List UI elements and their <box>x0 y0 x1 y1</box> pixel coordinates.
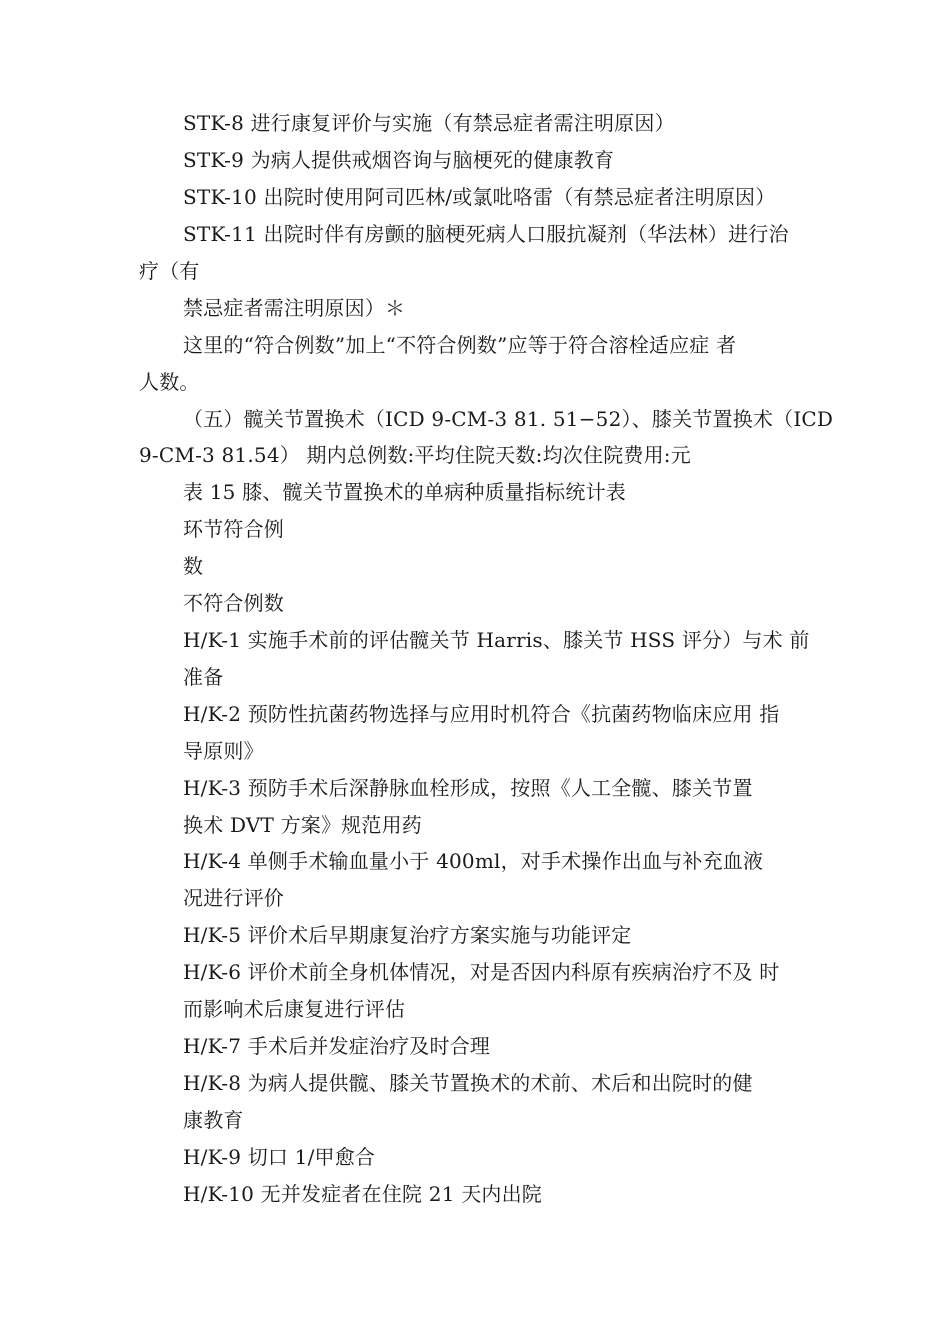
text-line: 数 <box>183 554 204 578</box>
text-line: H/K-5 评价术后早期康复治疗方案实施与功能评定 <box>183 923 632 947</box>
text-line: 不符合例数 <box>183 591 284 615</box>
text-line: STK-11 出院时伴有房颤的脑梗死病人口服抗凝剂（华法林）进行治 <box>183 222 789 246</box>
text-line: H/K-9 切口 1/甲愈合 <box>183 1145 376 1169</box>
text-line: H/K-3 预防手术后深静脉血栓形成，按照《人工全髋、膝关节置 <box>183 776 753 800</box>
text-line: H/K-10 无并发症者在住院 21 天内出院 <box>183 1182 542 1206</box>
section-heading: （五）髋关节置换术（ICD 9-CM-3 81. 51−52）、膝关节置换术（ICD <box>183 407 834 431</box>
text-line: 导原则》 <box>183 739 264 763</box>
text-line: 人数。 <box>139 370 200 394</box>
text-line: 换术 DVT 方案》规范用药 <box>183 813 422 837</box>
text-line: 疗（有 <box>139 259 200 283</box>
text-line: 9-CM-3 81.54） 期内总例数:平均住院天数:均次住院费用:元 <box>139 443 691 467</box>
text-line: 禁忌症者需注明原因）＊ <box>183 296 406 320</box>
text-line: H/K-8 为病人提供髋、膝关节置换术的术前、术后和出院时的健 <box>183 1071 753 1095</box>
text-line: STK-9 为病人提供戒烟咨询与脑梗死的健康教育 <box>183 148 615 172</box>
text-line: H/K-7 手术后并发症治疗及时合理 <box>183 1034 491 1058</box>
text-line: STK-8 进行康复评价与实施（有禁忌症者需注明原因） <box>183 111 675 135</box>
text-line: H/K-4 单侧手术输血量小于 400ml，对手术操作出血与补充血液 <box>183 849 764 873</box>
text-line: 康教育 <box>183 1108 244 1132</box>
text-line: 环节符合例 <box>183 517 284 541</box>
text-line: H/K-2 预防性抗菌药物选择与应用时机符合《抗菌药物临床应用 指 <box>183 702 780 726</box>
table-caption: 表 15 膝、髋关节置换术的单病种质量指标统计表 <box>183 480 626 504</box>
text-line: 准备 <box>183 665 224 689</box>
text-line: STK-10 出院时使用阿司匹林/或氯吡咯雷（有禁忌症者注明原因） <box>183 185 776 209</box>
text-line: 这里的“符合例数”加上“不符合例数”应等于符合溶栓适应症 者 <box>183 333 737 357</box>
text-line: H/K-6 评价术前全身机体情况，对是否因内科原有疾病治疗不及 时 <box>183 960 780 984</box>
text-line: 而影响术后康复进行评估 <box>183 997 406 1021</box>
text-line: H/K-1 实施手术前的评估髋关节 Harris、膝关节 HSS 评分）与术 前 <box>183 628 810 652</box>
text-line: 况进行评价 <box>183 886 284 910</box>
